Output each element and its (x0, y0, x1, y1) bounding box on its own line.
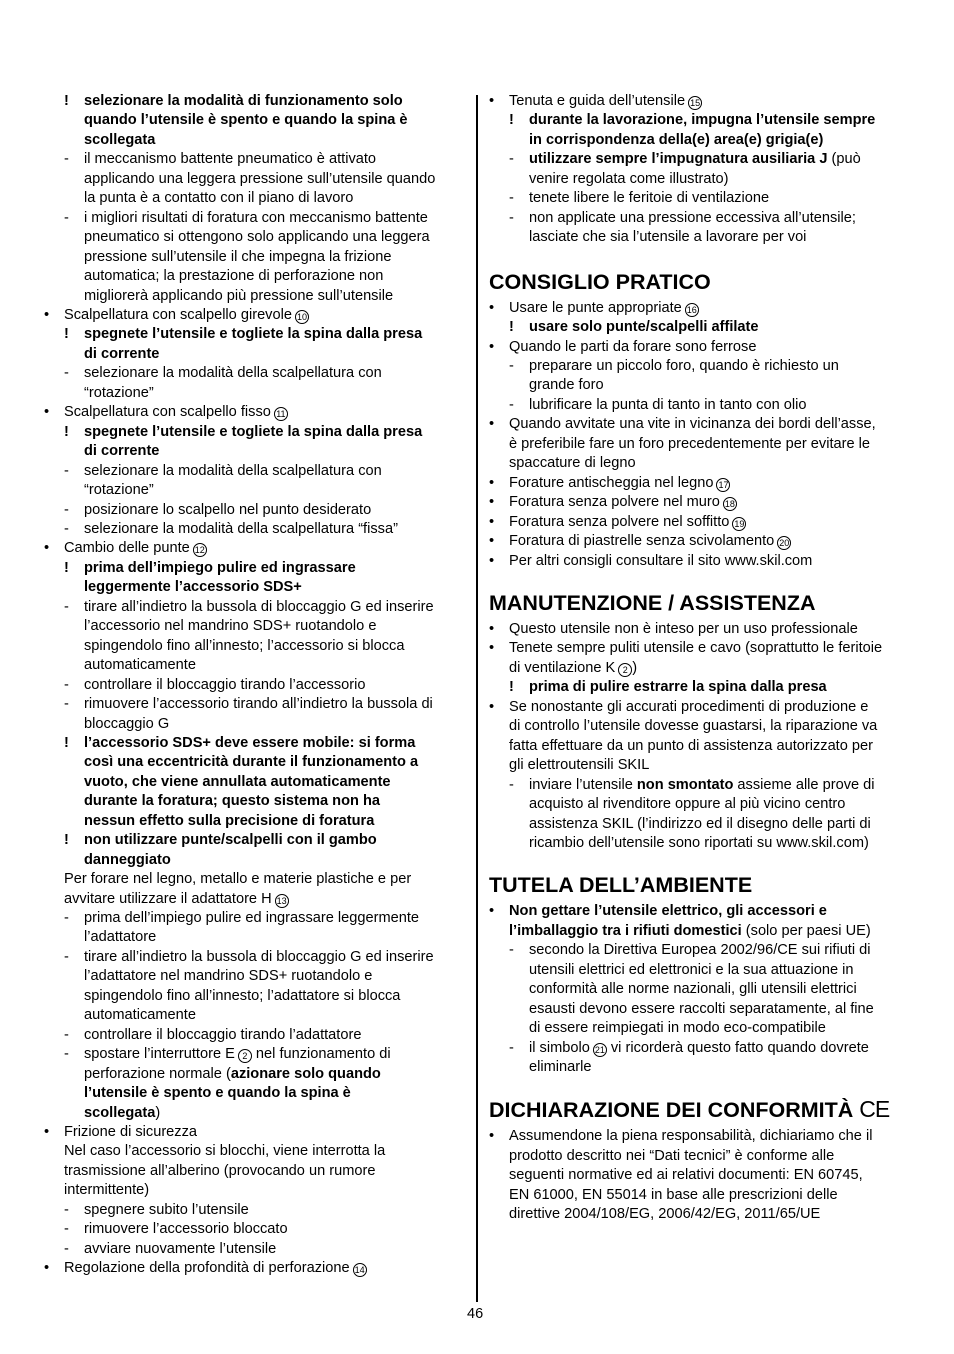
line-text: tirare all’indietro la bussola di bloccaggio G ed inserire (84, 598, 434, 615)
column-divider (476, 95, 478, 1302)
heading-text: CONSIGLIO PRATICO (489, 269, 711, 294)
line-text: nessun effetto sulla precisione di foratura (84, 812, 375, 829)
line-text: di ventilazione K (509, 659, 616, 676)
dash-item (84, 695, 466, 714)
text-line (529, 170, 915, 189)
line-text: l’imballaggio tra i rifiuti domestici (509, 922, 742, 939)
trailing-text: (può (827, 151, 861, 168)
bullet-item (64, 403, 466, 422)
line-text: selezionare la modalità della scalpellatura “fissa” (84, 520, 398, 537)
figure-ref-icon: 11 (274, 407, 288, 421)
line-text: la punta è a contatto con il piano di lavoro (84, 190, 354, 207)
text-line (509, 1147, 915, 1166)
text-line (529, 1019, 915, 1038)
line-text: conformità alle norme nazionali, glli utensili elettrici (529, 981, 857, 998)
line-text: spingendolo fino all’innesto; l’adattatore si blocca (84, 987, 401, 1004)
text-line (529, 980, 915, 999)
ce-mark-icon: CE (859, 1096, 890, 1123)
text-line (84, 1084, 466, 1103)
figure-ref-icon: 2 (618, 663, 632, 677)
figure-ref-icon: 18 (724, 499, 735, 510)
line-text: Per altri consigli consultare il sito www.skil.com (509, 552, 813, 569)
bullet-item (509, 552, 915, 571)
line-text: trasmissione all’alberino (provocando un rumore (64, 1162, 376, 1179)
text-line (509, 756, 915, 775)
bullet-item (509, 415, 915, 434)
bullet-item (509, 902, 915, 921)
warning-item (84, 423, 466, 442)
line-text: non applicate una pressione eccessiva all’utensile; (529, 209, 856, 226)
heading-text: MANUTENZIONE / ASSISTENZA (489, 590, 816, 615)
text-line (529, 961, 915, 980)
line-text: perforazione normale ( (84, 1065, 231, 1082)
line-text: Cambio delle punte (64, 540, 190, 557)
dash-item (529, 396, 915, 415)
line-text: spegnete l’utensile e togliete la spina dalla presa (84, 326, 423, 343)
text-line (64, 1142, 466, 1161)
bullet-item (509, 493, 915, 512)
figure-ref-icon: 15 (690, 98, 701, 108)
line-text: selezionare la modalità della scalpellatura con (84, 365, 382, 382)
line-text: venire regolata come illustrato) (529, 170, 729, 187)
section-heading (489, 872, 915, 898)
section-heading (489, 590, 915, 616)
dash-item (529, 1039, 915, 1058)
line-text: spegnere subito l’utensile (84, 1201, 249, 1218)
line-text: prima dell’impiego pulire ed ingrassare (84, 559, 356, 576)
line-text: scollegata (84, 1104, 156, 1121)
bullet-item (509, 474, 915, 493)
dash-item (529, 209, 915, 228)
dash-item (84, 209, 466, 228)
bullet-item (509, 698, 915, 717)
text-line (84, 753, 466, 772)
text-line (529, 834, 915, 853)
line-text: Foratura senza polvere nel muro (509, 494, 720, 511)
line-text: Quando le parti da forare sono ferrose (509, 338, 757, 355)
line-text: spaccature di legno (509, 455, 636, 472)
trailing-text: ) (632, 659, 638, 676)
text-line (64, 890, 466, 909)
line-text: EN 61000, EN 55014 in base alle prescrizioni delle (509, 1186, 838, 1203)
text-line (84, 345, 466, 364)
dash-item (84, 520, 466, 539)
line-text: esausti devono essere raccolti separatamente, al fine (529, 1000, 874, 1017)
text-line (64, 1162, 466, 1181)
line-text: l’utensile è spento e quando la spina è (84, 1085, 351, 1102)
bullet-item (509, 513, 915, 532)
dash-item (84, 150, 466, 169)
line-text: durante la foratura; questo sistema non ha (84, 793, 380, 810)
line-text: spostare l’interruttore E (84, 1046, 235, 1063)
dash-item (529, 941, 915, 960)
text-line (529, 1000, 915, 1019)
warning-item (84, 559, 466, 578)
dash-item (529, 189, 915, 208)
left-column (44, 92, 466, 1279)
line-text: Regolazione della profondità di perforazione (64, 1260, 350, 1277)
text-line (529, 795, 915, 814)
line-text: rimuovere l’accessorio bloccato (84, 1221, 288, 1238)
text-line (529, 815, 915, 834)
page-number: 46 (467, 1306, 484, 1322)
line-text: Quando avvitate una vite in vicinanza dei bordi dell’asse, (509, 416, 876, 433)
warning-item (84, 831, 466, 850)
bullet-item (509, 639, 915, 658)
figure-ref-icon: 19 (734, 518, 745, 529)
bullet-item (509, 92, 915, 111)
figure-ref-icon: 17 (718, 479, 729, 490)
line-text: grande foro (529, 377, 604, 394)
line-text: è preferibile fare un foro precedentemente per evitare le (509, 435, 871, 452)
line-text: leggermente l’accessorio SDS+ (84, 579, 302, 596)
line-text: lubrificare la punta di tanto in tanto con olio (529, 396, 807, 413)
text-line (84, 228, 466, 247)
line-text: controllare il bloccaggio tirando l’accessorio (84, 676, 366, 693)
text-line (84, 170, 466, 189)
line-text: secondo la Direttiva Europea 2002/96/CE sui rifiuti di (529, 942, 871, 959)
text-line (509, 1205, 915, 1224)
dash-item (84, 501, 466, 520)
trailing-text: (solo per paesi UE) (741, 922, 871, 939)
text-line (84, 1104, 466, 1123)
line-text: Tenete sempre puliti utensile e cavo (soprattutto le feritoie (509, 640, 883, 657)
line-text: Non gettare l’utensile elettrico, gli accessori e (509, 903, 827, 920)
line-text: Foratura di piastrelle senza scivolamento (509, 533, 775, 550)
text-line (509, 454, 915, 473)
line-text: eliminarle (529, 1059, 592, 1076)
text-line (84, 442, 466, 461)
text-line (529, 228, 915, 247)
line-text: “rotazione” (84, 384, 154, 401)
warning-item (84, 92, 466, 111)
bullet-item (509, 532, 915, 551)
line-text: fatta effettuare da un punto di assistenza autorizzato per (509, 737, 874, 754)
line-text: selezionare la modalità della scalpellatura con (84, 462, 382, 479)
dash-item (84, 909, 466, 928)
line-text: automaticamente (84, 657, 196, 674)
heading-text: TUTELA DELL’AMBIENTE (489, 873, 753, 898)
line-text: Per forare nel legno, metallo e materie plastiche e per (64, 871, 412, 888)
figure-ref-icon: 21 (594, 1044, 605, 1055)
line-text: prodotto descritto nei “Dati tecnici” è conforme alle (509, 1147, 835, 1164)
text-line (64, 870, 466, 889)
line-text: Frizione di sicurezza (64, 1124, 198, 1141)
line-text: di corrente (84, 345, 160, 362)
dash-item (84, 948, 466, 967)
line-text: inviare l’utensile (529, 776, 637, 793)
line-text: tirare all’indietro la bussola di bloccaggio G ed inserire (84, 948, 434, 965)
bullet-item (509, 1127, 915, 1146)
line-text: selezionare la modalità di funzionamento solo (84, 93, 403, 109)
dash-item (84, 1026, 466, 1045)
line-text: non utilizzare punte/scalpelli con il gambo (84, 832, 377, 849)
line-text: il simbolo (529, 1039, 590, 1056)
dash-item (84, 1045, 466, 1064)
line-text: Scalpellatura con scalpello girevole (64, 306, 292, 323)
line-text: pneumatico si ottengono solo applicando una leggera (84, 229, 430, 246)
text-line (84, 928, 466, 947)
bullet-item (64, 539, 466, 558)
bullet-item (64, 1123, 466, 1142)
bold-text: non smontato (636, 776, 734, 793)
bold-text: azionare solo quando (230, 1065, 381, 1082)
line-text: preparare un piccolo foro, quando è richiesto un (529, 357, 839, 374)
text-line (84, 715, 466, 734)
line-text: ricambio dell’utensile sono riportati su www.skil.com) (529, 834, 869, 851)
text-line (84, 637, 466, 656)
line-text: l’adattatore (84, 929, 157, 946)
bullet-item (509, 620, 915, 639)
line-text: durante la lavorazione, impugna l’utensile sempre (529, 112, 876, 129)
line-text: Nel caso l’accessorio si blocchi, viene interrotta la (64, 1143, 386, 1160)
dash-item (84, 462, 466, 481)
line-text: l’adattatore nel mandrino SDS+ ruotandolo e (84, 968, 373, 985)
text-line (509, 1166, 915, 1185)
text-line (84, 287, 466, 306)
line-text: pressione sull’utensile il che impegna la frizione (84, 248, 392, 265)
line-text: usare solo punte/scalpelli affilate (529, 319, 759, 336)
dash-item (84, 676, 466, 695)
text-line (529, 131, 915, 150)
figure-ref-icon: 14 (354, 1265, 365, 1276)
right-column (489, 92, 915, 1225)
line-text: danneggiato (84, 851, 171, 868)
line-text: quando l’utensile è spento e quando la spina è (84, 112, 408, 129)
warning-item (529, 678, 915, 697)
line-text: il meccanismo battente pneumatico è attivato (84, 151, 377, 168)
text-line (84, 384, 466, 403)
line-text: acquisto al rivenditore oppure al più vicino centro (529, 796, 846, 813)
line-text: Assumendone la piena responsabilità, dichiariamo che il (509, 1128, 873, 1145)
warning-item (529, 318, 915, 337)
dash-item (529, 150, 915, 169)
text-line (509, 717, 915, 736)
trailing-text: nel funzionamento di (251, 1046, 391, 1063)
line-text: lasciate che sia l’utensile a lavorare per voi (529, 229, 807, 246)
line-text: in corrispondenza della(e) area(e) grigia(e) (529, 131, 824, 148)
line-text: spegnete l’utensile e togliete la spina dalla presa (84, 423, 423, 440)
dash-item (84, 598, 466, 617)
line-text: intermittente) (64, 1182, 150, 1199)
line-text: “rotazione” (84, 482, 154, 499)
section-heading (489, 1096, 915, 1123)
line-text: automaticamente (84, 1007, 196, 1024)
bullet-item (509, 338, 915, 357)
line-text: avvitare utilizzare il adattatore H (64, 890, 272, 907)
line-text: l’accessorio nel mandrino SDS+ ruotandolo e (84, 618, 377, 635)
text-line (84, 189, 466, 208)
section-heading (489, 269, 915, 295)
text-line (84, 812, 466, 831)
text-line (509, 922, 915, 941)
line-text: Tenuta e guida dell’utensile (509, 93, 686, 109)
text-line (509, 1186, 915, 1205)
text-line (529, 376, 915, 395)
line-text: assistenza SKIL (l’indirizzo ed il disegno delle parti di (529, 815, 871, 832)
line-text: posizionare lo scalpello nel punto desiderato (84, 501, 372, 518)
trailing-text: assieme alle prove di (733, 776, 875, 793)
line-text: l’accessorio SDS+ deve essere mobile: si forma (84, 734, 416, 751)
line-text: Questo utensile non è inteso per un uso professionale (509, 620, 858, 637)
line-text: bloccaggio G (84, 715, 170, 732)
line-text: migliorerà applicando più pressione sull’utensile (84, 287, 394, 304)
line-text: gli elettroutensili SKIL (509, 757, 650, 774)
text-line (84, 111, 466, 130)
line-text: utilizzare sempre l’impugnatura ausiliaria J (529, 151, 828, 168)
line-text: i migliori risultati di foratura con meccanismo battente (84, 209, 428, 226)
bullet-item (64, 1259, 466, 1278)
line-text: avviare nuovamente l’utensile (84, 1240, 277, 1257)
text-line (84, 267, 466, 286)
figure-ref-icon: 12 (194, 545, 205, 556)
line-text: Se nonostante gli accurati procedimenti di produzione e (509, 698, 869, 715)
line-text: Scalpellatura con scalpello fisso (64, 404, 271, 421)
line-text: applicando una leggera pressione sull’utensile quando (84, 170, 436, 187)
line-text: prima dell’impiego pulire ed ingrassare leggermente (84, 910, 420, 927)
figure-ref-icon: 2 (238, 1049, 252, 1063)
line-text: automatica; la prestazione di perforazione non (84, 268, 384, 285)
text-line (84, 987, 466, 1006)
text-line (84, 773, 466, 792)
figure-ref-icon: 16 (686, 304, 697, 315)
line-text: scollegata (84, 131, 156, 148)
line-text: controllare il bloccaggio tirando l’adattatore (84, 1026, 362, 1043)
dash-item (84, 364, 466, 383)
text-line (84, 131, 466, 150)
bullet-item (509, 299, 915, 318)
text-line (84, 967, 466, 986)
text-line (84, 1065, 466, 1084)
warning-item (84, 734, 466, 753)
heading-text: DICHIARAZIONE DEI CONFORMITÀ (489, 1098, 854, 1123)
dash-item (529, 357, 915, 376)
text-line (84, 1006, 466, 1025)
line-text: spingendolo fino all’innesto; l’accessorio si blocca (84, 637, 405, 654)
text-line (64, 1181, 466, 1200)
text-line (509, 435, 915, 454)
line-text: di essere reimpiegati in modo eco-compatibile (529, 1020, 826, 1037)
warning-item (84, 325, 466, 344)
line-text: utensili elettrici ed elettronici e la sua attuazione in (529, 961, 854, 978)
figure-ref-icon: 20 (779, 538, 790, 549)
figure-ref-icon: 10 (296, 311, 307, 322)
text-line (84, 851, 466, 870)
text-line (84, 792, 466, 811)
text-line (509, 659, 915, 678)
line-text: Foratura senza polvere nel soffitto (509, 513, 730, 530)
text-line (84, 617, 466, 636)
text-line (84, 248, 466, 267)
dash-item (84, 1201, 466, 1220)
text-line (529, 1058, 915, 1077)
dash-item (84, 1220, 466, 1239)
text-line (509, 737, 915, 756)
trailing-text: ) (155, 1104, 161, 1121)
line-text: seguenti normative ed ai relativi documenti: EN 60745, (509, 1167, 863, 1184)
dash-item (529, 776, 915, 795)
dash-item (84, 1240, 466, 1259)
line-text: direttive 2004/108/EG, 2006/42/EG, 2011/65/UE (509, 1206, 821, 1223)
bullet-item (64, 306, 466, 325)
line-text: di controllo l’utensile dovesse guastarsi, la riparazione va (509, 718, 878, 735)
text-line (84, 578, 466, 597)
line-text: Forature antischeggia nel legno (509, 474, 714, 491)
line-text: di corrente (84, 443, 160, 460)
warning-item (529, 111, 915, 130)
line-text: rimuovere l’accessorio tirando all’indietro la bussola di (84, 696, 433, 713)
text-line (84, 656, 466, 675)
trailing-text: vi ricorderà questo fatto quando dovrete (606, 1039, 869, 1056)
line-text: prima di pulire estrarre la spina dalla presa (529, 679, 827, 696)
text-line (84, 481, 466, 500)
line-text: tenete libere le feritoie di ventilazione (529, 190, 770, 207)
line-text: vuoto, che viene annullata automaticamente (84, 773, 391, 790)
figure-ref-icon: 13 (276, 895, 287, 906)
line-text: così una eccentricità durante il funzionamento a (84, 754, 419, 771)
line-text: Usare le punte appropriate (509, 299, 682, 316)
